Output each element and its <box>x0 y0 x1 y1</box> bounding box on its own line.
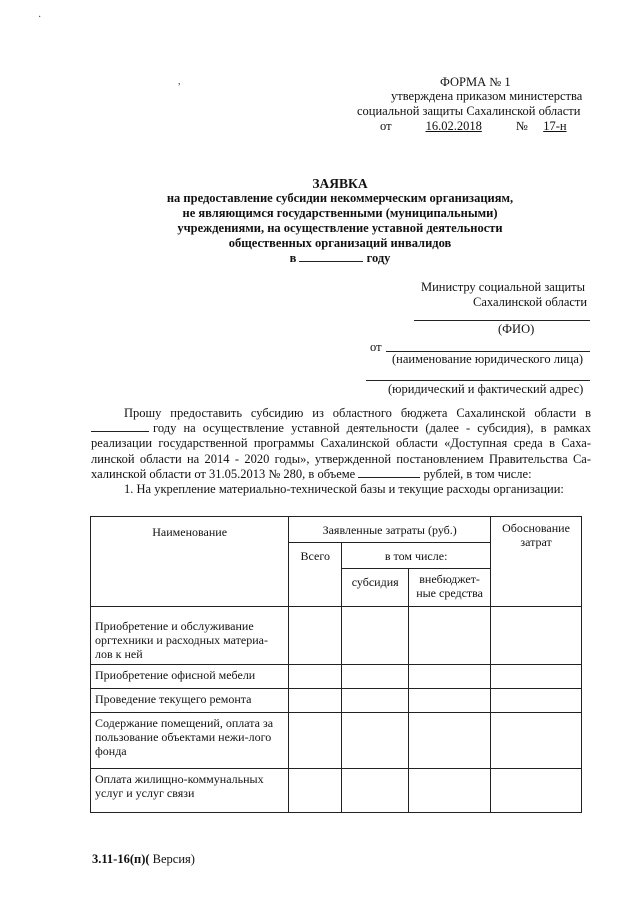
order-date: 16.02.2018 <box>425 119 482 133</box>
body-line: Прошу предоставить субсидию из областного бюджета Сахалинской области в <box>124 406 591 420</box>
header-name: Наименование <box>91 517 289 607</box>
header-extrabudget: внебюджет-ные средства <box>409 569 491 607</box>
row-label: Проведение текущего ремонта <box>91 689 289 713</box>
table-row <box>91 769 582 813</box>
fio-line <box>414 320 590 321</box>
row-label: Содержание помещений, оплата за пользование объектами нежи-лого фонда <box>91 713 289 769</box>
row-label: Оплата жилищно-коммунальных услуг и услуг связи <box>91 769 289 813</box>
title-line: учреждениями, на осуществление уставной деятельности <box>177 221 503 235</box>
header-basis: Обоснование затрат <box>491 517 582 607</box>
addressee-line: Министру социальной защиты <box>421 280 585 294</box>
body-line: году на осуществление уставной деятельности (далее - субсидия), в рамках <box>91 421 591 436</box>
body-line: реализации государственной программы Сахалинской области «Доступная среда в Саха- <box>91 436 591 451</box>
form-number: ФОРМА № 1 <box>440 75 511 89</box>
body-line: халинской области от 31.05.2013 № 280, в объеме рублей, в том числе: <box>91 466 532 481</box>
request-paragraph <box>91 406 591 497</box>
ministry-name: социальной защиты Сахалинской области <box>357 104 581 118</box>
title-year-row: в году <box>289 251 391 265</box>
body-line: 1. На укрепление материально-технической базы и текущие расходы организации: <box>124 482 564 497</box>
year-blank <box>299 251 363 262</box>
title-main: ЗАЯВКА <box>312 176 368 191</box>
date-prefix: от <box>380 119 392 133</box>
scan-mark: , <box>178 76 181 87</box>
number-prefix: № <box>515 119 528 133</box>
body-line: линской области на 2014 - 2020 годы», утвержденной постановлением Правительства Са- <box>91 451 591 466</box>
order-date-row <box>380 119 579 134</box>
header-total: Всего <box>289 543 342 607</box>
fio-label: (ФИО) <box>498 322 535 336</box>
document-code: 3.11-16(п)( Версия) <box>92 852 195 866</box>
approval-text: утверждена приказом министерства <box>391 89 583 103</box>
year-blank <box>91 421 149 432</box>
row-label: Приобретение офисной мебели <box>91 665 289 689</box>
table-row <box>91 607 582 665</box>
address-line <box>366 380 590 381</box>
costs-table <box>90 516 582 813</box>
order-number: 17-н <box>543 119 567 133</box>
application-title <box>90 176 590 266</box>
header-subsidy: субсидия <box>342 569 409 607</box>
amount-blank <box>358 467 420 478</box>
title-line: на предоставление субсидии некоммерческим организациям, <box>166 191 514 205</box>
scan-mark: · <box>38 12 42 23</box>
header-including: в том числе: <box>342 543 491 569</box>
address-label: (юридический и фактический адрес) <box>388 382 584 396</box>
row-label: Приобретение и обслуживание оргтехники и расходных материа-лов к ней <box>91 607 289 665</box>
table-row <box>91 713 582 769</box>
header-costs: Заявленные затраты (руб.) <box>289 517 491 543</box>
legal-name-label: (наименование юридического лица) <box>392 352 584 366</box>
table-row <box>91 665 582 689</box>
version-label: Версия) <box>149 852 195 866</box>
from-label: от <box>370 340 382 354</box>
title-line: не являющимся государственными (муниципальными) <box>182 206 498 220</box>
addressee-line: Сахалинской области <box>473 295 588 309</box>
title-line: общественных организаций инвалидов <box>228 236 452 250</box>
table-row <box>91 689 582 713</box>
